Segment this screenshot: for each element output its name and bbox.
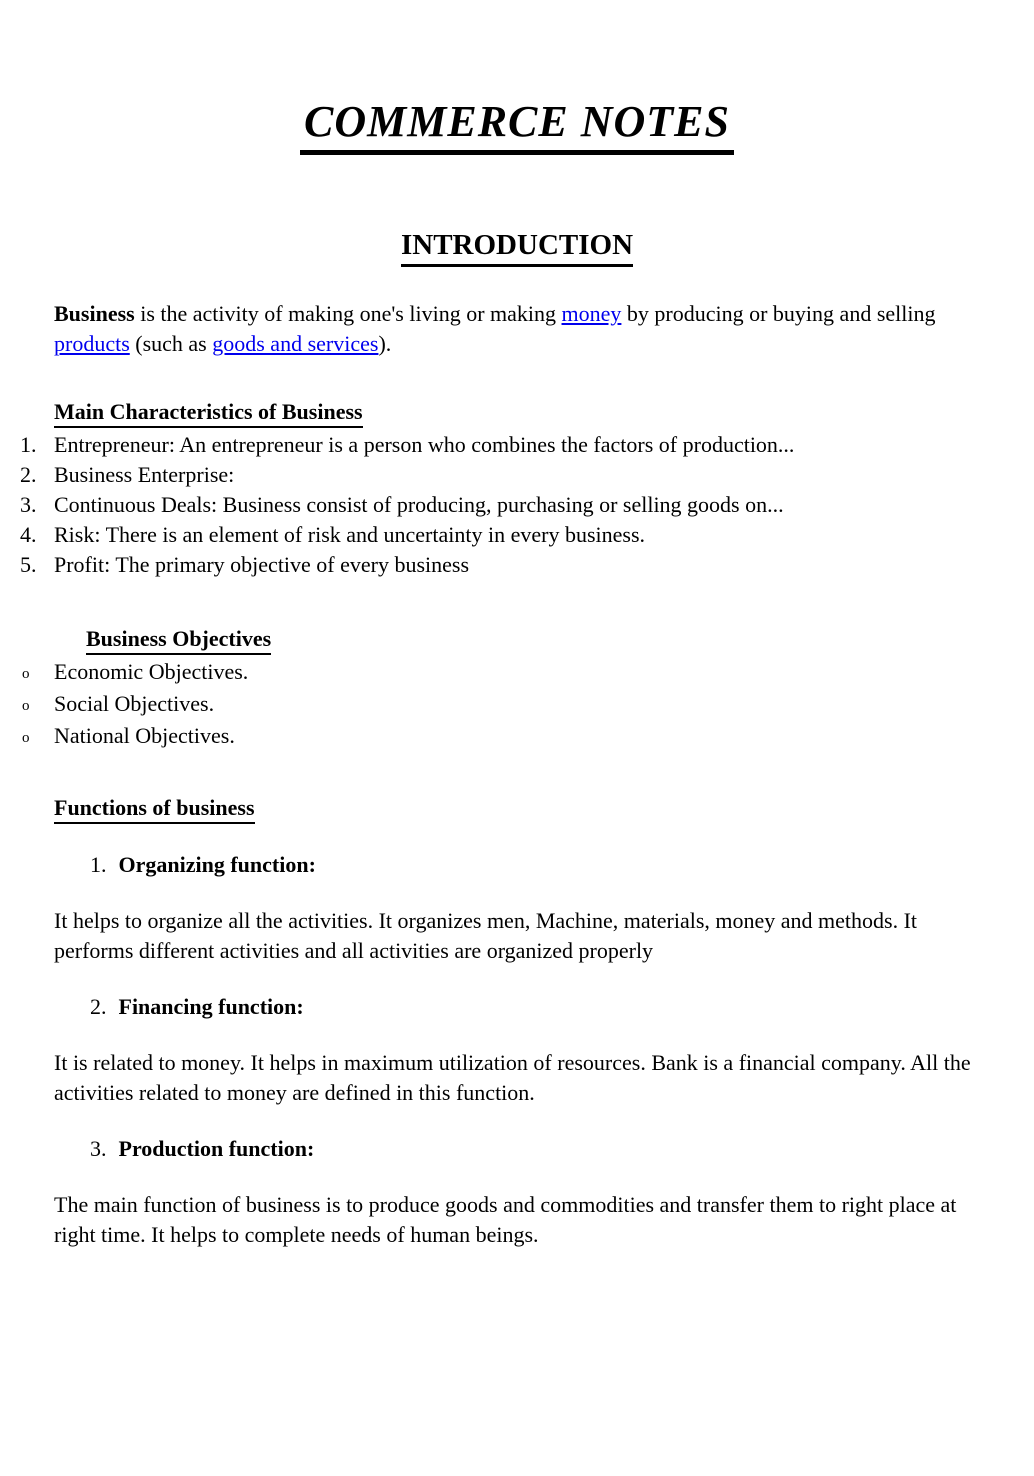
list-item [22, 689, 980, 721]
list-item [20, 490, 980, 520]
document-page [0, 96, 1034, 1250]
list-number: 2. [20, 462, 37, 487]
function-number: 3. [90, 1136, 107, 1161]
list-item [20, 460, 980, 490]
document-title [54, 96, 980, 155]
functions-heading-text: Functions of business [54, 795, 255, 824]
list-item-text: Continuous Deals: Business consist of producing, purchasing or selling goods on... [54, 492, 784, 517]
function-1-heading [54, 850, 980, 880]
lead-bold-term: Business [54, 301, 135, 326]
link-goods-and-services[interactable]: goods and services [212, 331, 379, 356]
list-item-text: Economic Objectives. [54, 659, 249, 684]
objectives-section [22, 626, 980, 753]
circle-bullet: o [22, 698, 30, 714]
function-1-paragraph: It helps to organize all the activities. It organizes men, Machine, materials, money and methods. It performs different activities and all activities are organized properly [54, 908, 918, 963]
function-title: Financing function: [118, 994, 304, 1019]
list-item [22, 657, 980, 689]
list-number: 5. [20, 552, 37, 577]
objectives-heading [86, 626, 980, 655]
function-number: 1. [90, 852, 107, 877]
characteristics-heading [54, 399, 980, 428]
list-number: 1. [20, 432, 37, 457]
list-item [22, 721, 980, 753]
list-number: 4. [20, 522, 37, 547]
function-title: Production function: [118, 1136, 315, 1161]
characteristics-list [20, 430, 980, 580]
link-products[interactable]: products [54, 331, 130, 356]
section-heading-text: INTRODUCTION [401, 229, 633, 267]
function-3-heading [54, 1134, 980, 1164]
list-item-text: Profit: The primary objective of every business [54, 552, 470, 577]
characteristics-section [20, 399, 980, 580]
function-2-heading [54, 992, 980, 1022]
objectives-list [22, 657, 980, 753]
list-item [20, 520, 980, 550]
document-title-text: COMMERCE NOTES [300, 96, 734, 155]
link-money[interactable]: money [561, 301, 622, 326]
objectives-heading-text: Business Objectives [86, 626, 271, 655]
list-item [20, 550, 980, 580]
list-item-text: Business Enterprise: [54, 462, 235, 487]
text-segment: (such as [129, 331, 213, 356]
text-segment: is the activity of making one's living or making [134, 301, 562, 326]
function-2-paragraph: It is related to money. It helps in maximum utilization of resources. Bank is a financial company. All the activities related to money are defined in this function. [54, 1050, 971, 1105]
characteristics-heading-text: Main Characteristics of Business [54, 399, 363, 428]
functions-section [54, 795, 980, 1250]
function-number: 2. [90, 994, 107, 1019]
circle-bullet: o [22, 730, 30, 746]
list-item-text: Social Objectives. [54, 691, 215, 716]
list-item [20, 430, 980, 460]
list-item-text: National Objectives. [54, 723, 235, 748]
list-number: 3. [20, 492, 37, 517]
list-item-text: Entrepreneur: An entrepreneur is a person who combines the factors of production... [54, 432, 795, 457]
text-segment: by producing or buying and selling [621, 301, 936, 326]
circle-bullet: o [22, 666, 30, 682]
lead-paragraph [54, 299, 980, 359]
list-item-text: Risk: There is an element of risk and uncertainty in every business. [54, 522, 646, 547]
functions-heading [54, 795, 980, 824]
function-3-paragraph: The main function of business is to produce goods and commodities and transfer them to right place at right time. It helps to complete needs of human beings. [54, 1192, 957, 1247]
section-heading [54, 229, 980, 267]
function-title: Organizing function: [118, 852, 316, 877]
text-segment: ). [378, 331, 392, 356]
